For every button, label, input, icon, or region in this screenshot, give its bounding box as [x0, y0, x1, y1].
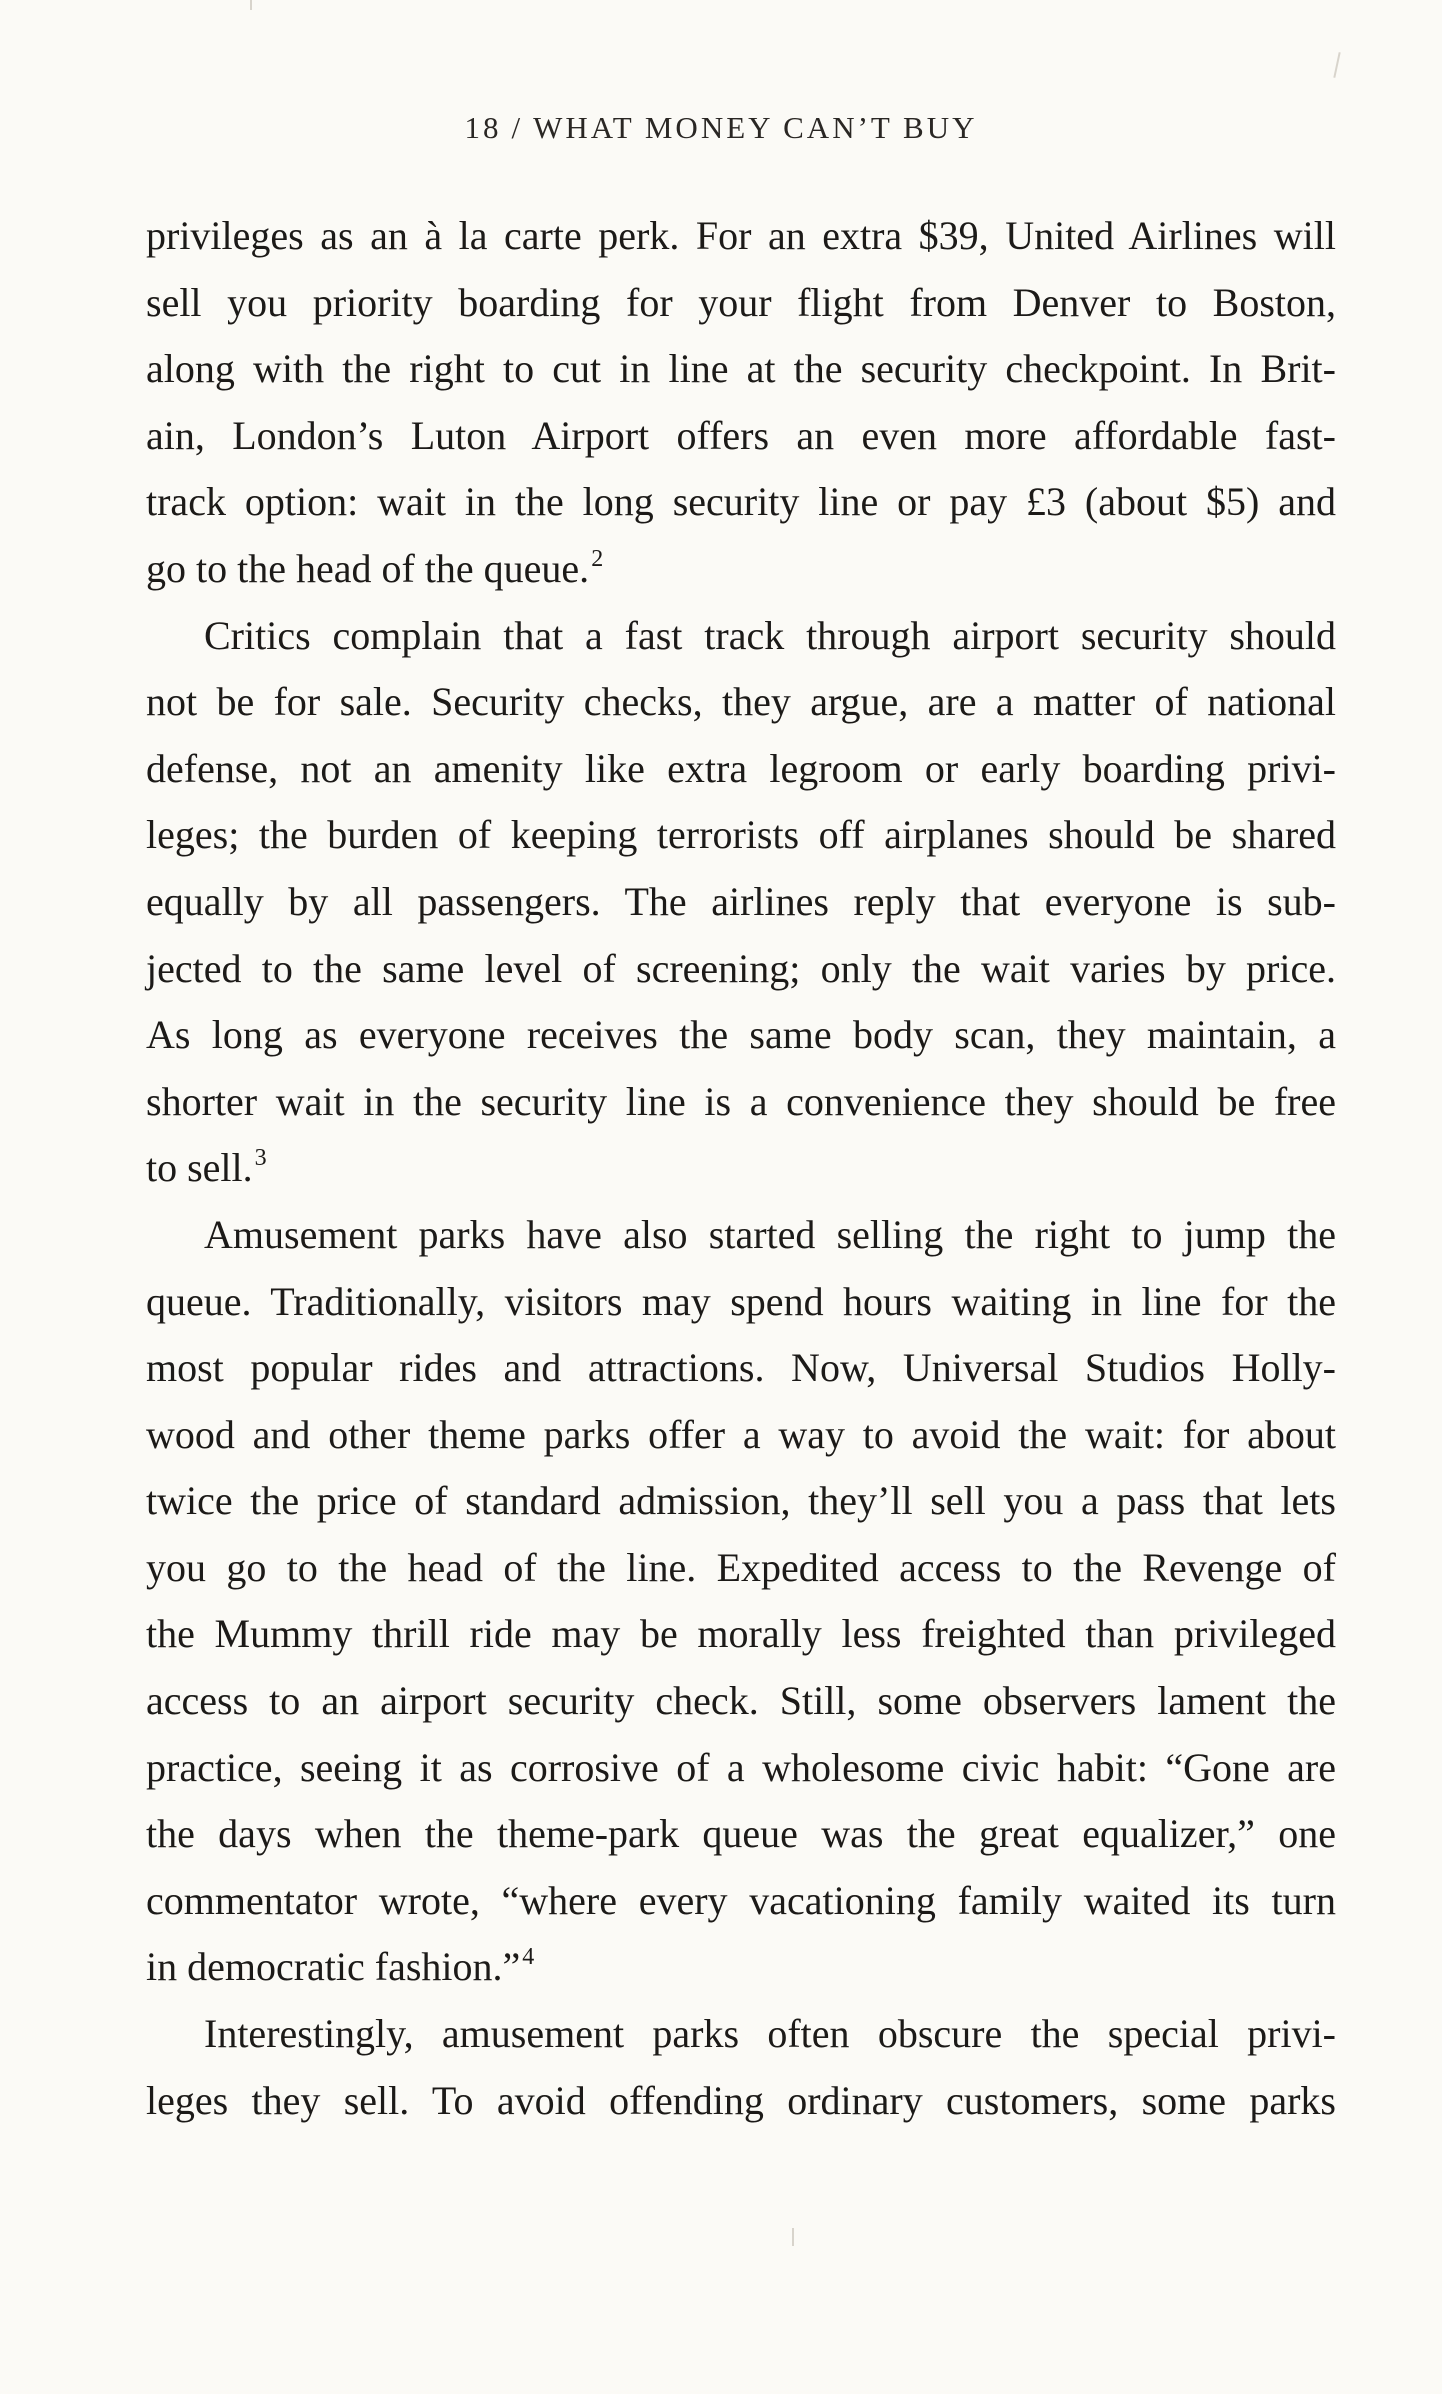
paragraph [146, 2001, 1336, 2134]
text-line: the days when the theme-park queue was the great equalizer,” one [146, 1811, 1336, 1857]
text-line: you go to the head of the line. Expedited access to the Revenge of [146, 1544, 1336, 1590]
text-line: track option: wait in the long security line or pay £3 (about $5) and [146, 479, 1336, 525]
text-line: privileges as an à la carte perk. For an extra $39, United Airlines will [146, 213, 1336, 258]
body-text [146, 203, 1336, 2134]
text-line: As long as everyone receives the same body scan, they maintain, a [146, 1012, 1336, 1058]
paragraph [146, 1202, 1336, 2001]
footnote-marker: 4 [522, 1944, 535, 1971]
page-number: 18 [464, 110, 502, 145]
text-line: along with the right to cut in line at the security checkpoint. In Brit- [146, 346, 1336, 392]
text-line: commentator wrote, “where every vacationing family waited its turn [146, 1877, 1336, 1923]
text-line [146, 1934, 1336, 2001]
scan-speck [250, 0, 252, 10]
text-line: sell you priority boarding for your flight from Denver to Boston, [146, 279, 1336, 325]
text-line: twice the price of standard admission, they’ll sell you a pass that lets [146, 1478, 1336, 1524]
text-line-content: to sell. [146, 1145, 253, 1191]
text-line: leges; the burden of keeping terrorists off airplanes should be shared [146, 812, 1336, 858]
footnote-marker: 2 [591, 545, 604, 572]
text-line [146, 1135, 1336, 1202]
text-line: practice, seeing it as corrosive of a wholesome civic habit: “Gone are [146, 1744, 1336, 1790]
text-line [146, 536, 1336, 603]
text-line: Critics complain that a fast track through airport security should [204, 612, 1336, 658]
text-line: defense, not an amenity like extra legroom or early boarding privi- [146, 745, 1336, 791]
text-line: jected to the same level of screening; only the wait varies by price. [146, 945, 1336, 991]
text-line: the Mummy thrill ride may be morally less freighted than privileged [146, 1611, 1336, 1657]
text-line: most popular rides and attractions. Now, Universal Studios Holly- [146, 1345, 1336, 1391]
running-head [0, 108, 1442, 148]
book-title: WHAT MONEY CAN’T BUY [533, 110, 978, 145]
text-line: not be for sale. Security checks, they argue, are a matter of national [146, 679, 1336, 725]
text-line: shorter wait in the security line is a convenience they should be free [146, 1078, 1336, 1124]
footnote-marker: 3 [254, 1145, 267, 1172]
text-line: access to an airport security check. Still, some observers lament the [146, 1678, 1336, 1724]
text-line: equally by all passengers. The airlines reply that everyone is sub- [146, 878, 1336, 924]
scan-speck [1333, 52, 1340, 78]
paragraph [146, 203, 1336, 603]
text-line: Interestingly, amusement parks often obscure the special privi- [204, 2011, 1336, 2057]
scan-speck [792, 2228, 794, 2246]
text-line: ain, London’s Luton Airport offers an even more affordable fast- [146, 412, 1336, 458]
text-line: wood and other theme parks offer a way to avoid the wait: for about [146, 1411, 1336, 1457]
text-line: Amusement parks have also started selling the right to jump the [204, 1211, 1336, 1257]
text-line: queue. Traditionally, visitors may spend hours waiting in line for the [146, 1278, 1336, 1324]
text-line: leges they sell. To avoid offending ordinary customers, some parks [146, 2077, 1336, 2123]
header-separator: / [511, 110, 524, 145]
text-line-content: go to the head of the queue. [146, 545, 590, 591]
text-line-content: in democratic fashion.” [146, 1944, 521, 1990]
paragraph [146, 603, 1336, 1202]
